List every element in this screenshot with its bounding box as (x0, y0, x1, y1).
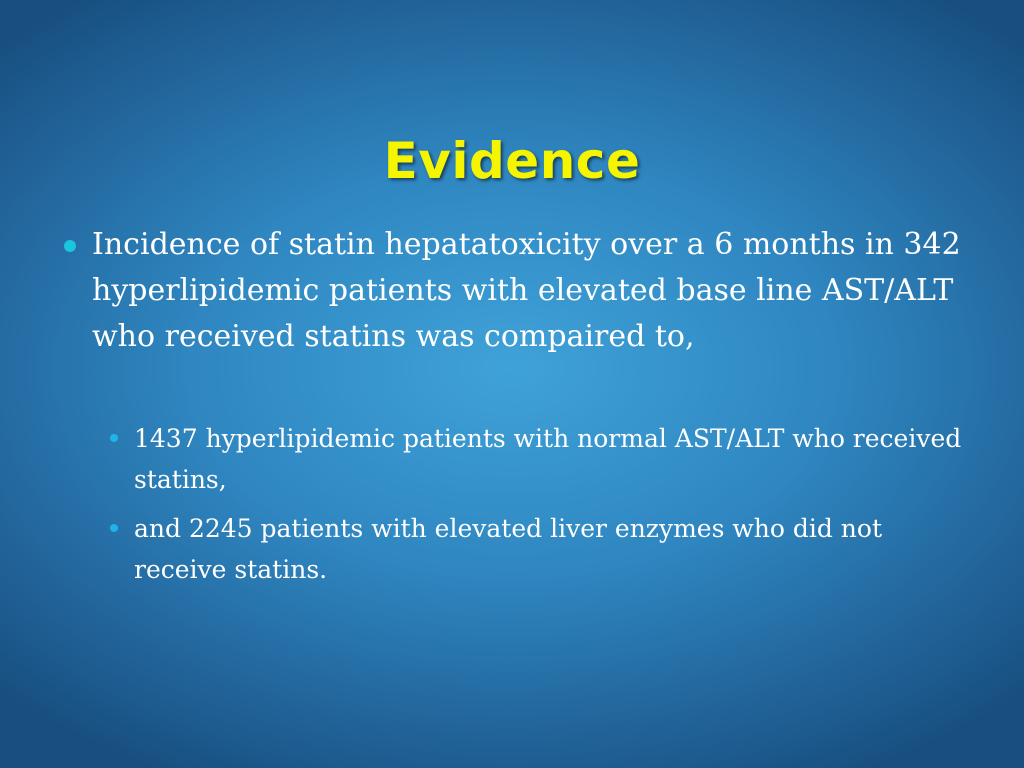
sub-bullet-dot-icon (110, 434, 118, 442)
sub-bullet-dot-icon (110, 524, 118, 532)
sub-bullet-item (60, 418, 980, 500)
slide-body (60, 222, 980, 590)
bullet-dot-icon (64, 240, 76, 252)
sub-bullet-text: and 2245 patients with elevated liver enzymes who did not receive statins. (134, 514, 898, 584)
bullet-text: Incidence of statin hepatatoxicity over a 6 months in 342 hyperlipidemic patients with elevated base line AST/ALT who received statins was compaired to, (92, 227, 980, 354)
sub-bullet-item (60, 508, 980, 590)
slide-title: Evidence (383, 132, 641, 190)
bullet-item (60, 222, 980, 360)
sub-bullet-text: 1437 hyperlipidemic patients with normal AST/ALT who received statins, (134, 424, 970, 494)
